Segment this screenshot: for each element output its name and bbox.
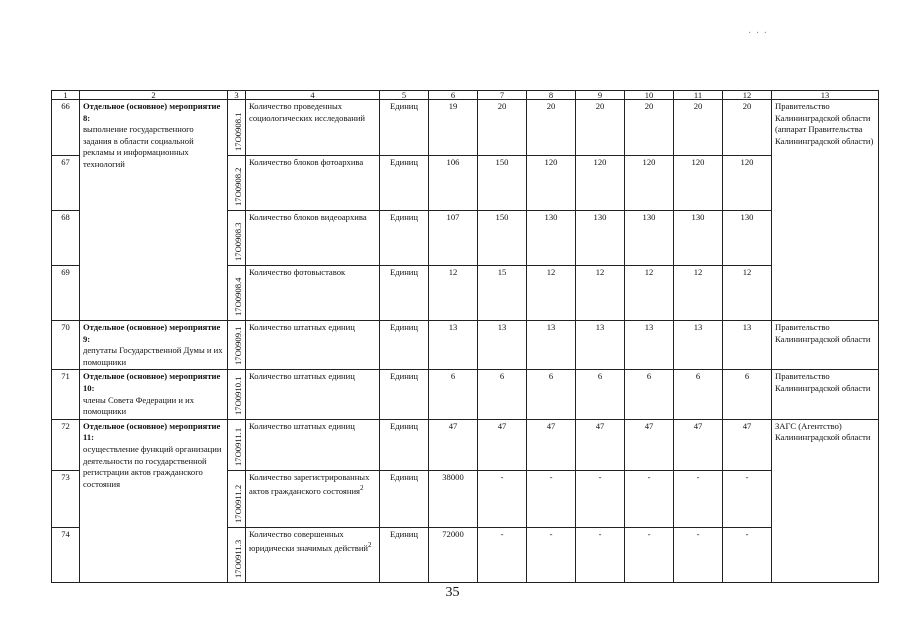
value-cell: 12 [723, 266, 772, 321]
indicator-name: Количество штатных единиц [246, 419, 380, 470]
measure-cell [80, 370, 228, 419]
col-header: 6 [429, 91, 478, 100]
indicator-name: Количество блоков видеоархива [246, 211, 380, 266]
indicator-name: Количество блоков фотоархива [246, 156, 380, 211]
code-cell [228, 156, 246, 211]
value-cell: 150 [478, 211, 527, 266]
measure-cell [80, 100, 228, 321]
col-header: 5 [380, 91, 429, 100]
code-cell [228, 527, 246, 582]
value-cell: - [478, 470, 527, 527]
col-header: 7 [478, 91, 527, 100]
column-number-row [52, 91, 879, 100]
measure-title: Отдельное (основное) мероприятие 10: [83, 371, 221, 393]
code-cell [228, 321, 246, 370]
value-cell: 6 [723, 370, 772, 419]
value-cell: 120 [674, 156, 723, 211]
value-cell: 6 [576, 370, 625, 419]
value-cell: 13 [429, 321, 478, 370]
value-cell: 20 [576, 100, 625, 156]
value-cell: 47 [723, 419, 772, 470]
value-cell: 72000 [429, 527, 478, 582]
value-cell: - [625, 470, 674, 527]
indicator-code: 17О0908.4 [232, 277, 243, 316]
row-number: 69 [52, 266, 80, 321]
code-cell [228, 100, 246, 156]
col-header: 9 [576, 91, 625, 100]
value-cell: 6 [527, 370, 576, 419]
measure-title: Отдельное (основное) мероприятие 8: [83, 101, 221, 123]
responsible-cell: Правительство Калининградской области [772, 321, 879, 370]
responsible-cell: ЗАГС (Агентство) Калининградской области [772, 419, 879, 582]
value-cell: - [576, 527, 625, 582]
value-cell: 13 [576, 321, 625, 370]
indicator-name: Количество совершенных юридически значимых действий [249, 528, 369, 554]
indicator-code: 17О0911.1 [232, 427, 243, 466]
value-cell: 106 [429, 156, 478, 211]
value-cell: 120 [576, 156, 625, 211]
value-cell: 20 [674, 100, 723, 156]
value-cell: 12 [674, 266, 723, 321]
value-cell: 12 [527, 266, 576, 321]
value-cell: 130 [674, 211, 723, 266]
indicator-code: 17О0911.3 [232, 539, 243, 578]
col-header: 10 [625, 91, 674, 100]
value-cell: 20 [723, 100, 772, 156]
code-cell [228, 266, 246, 321]
unit: Единиц [380, 321, 429, 370]
indicator-name: Количество зарегистрированных актов гражданского состояния [249, 471, 370, 497]
value-cell: 120 [527, 156, 576, 211]
measure-description: осуществление функций организации деятельности по государственной регистрации актов гражданского состояния [83, 443, 222, 489]
row-number: 67 [52, 156, 80, 211]
code-cell [228, 211, 246, 266]
value-cell: 38000 [429, 470, 478, 527]
value-cell: - [478, 527, 527, 582]
col-header: 11 [674, 91, 723, 100]
indicator-code: 17О0908.2 [232, 167, 243, 206]
table-row [52, 321, 879, 370]
indicator-name: Количество штатных единиц [246, 321, 380, 370]
measure-title: Отдельное (основное) мероприятие 9: [83, 322, 221, 344]
value-cell: 13 [478, 321, 527, 370]
unit: Единиц [380, 419, 429, 470]
value-cell: 150 [478, 156, 527, 211]
value-cell: 6 [625, 370, 674, 419]
value-cell: 15 [478, 266, 527, 321]
row-number: 66 [52, 100, 80, 156]
value-cell: 47 [674, 419, 723, 470]
indicator-name: Количество проведенных социологических исследований [246, 100, 380, 156]
code-cell [228, 370, 246, 419]
row-number: 73 [52, 470, 80, 527]
col-header: 1 [52, 91, 80, 100]
value-cell: - [576, 470, 625, 527]
unit: Единиц [380, 370, 429, 419]
value-cell: 47 [429, 419, 478, 470]
value-cell: 6 [478, 370, 527, 419]
value-cell: 130 [527, 211, 576, 266]
table-row [52, 370, 879, 419]
indicator-code: 17О0908.1 [232, 112, 243, 151]
code-cell [228, 470, 246, 527]
row-number: 72 [52, 419, 80, 470]
unit: Единиц [380, 100, 429, 156]
responsible-cell: Правительство Калининградской области (аппарат Правительства Калининградской области) [772, 100, 879, 321]
value-cell: 120 [625, 156, 674, 211]
value-cell: 20 [625, 100, 674, 156]
measure-cell [80, 321, 228, 370]
value-cell: 130 [723, 211, 772, 266]
value-cell: 12 [576, 266, 625, 321]
row-number: 74 [52, 527, 80, 582]
value-cell: 19 [429, 100, 478, 156]
unit: Единиц [380, 470, 429, 527]
value-cell: 6 [674, 370, 723, 419]
value-cell: - [625, 527, 674, 582]
value-cell: 13 [625, 321, 674, 370]
col-header: 8 [527, 91, 576, 100]
table-row [52, 100, 879, 156]
value-cell: 120 [723, 156, 772, 211]
unit: Единиц [380, 211, 429, 266]
value-cell: 47 [625, 419, 674, 470]
row-number: 70 [52, 321, 80, 370]
indicator-name: Количество фотовыставок [246, 266, 380, 321]
value-cell: 12 [625, 266, 674, 321]
indicator-code: 17О0911.2 [232, 484, 243, 523]
col-header: 13 [772, 91, 879, 100]
value-cell: 20 [527, 100, 576, 156]
value-cell: 47 [527, 419, 576, 470]
measure-description: члены Совета Федерации и их помощники [83, 394, 194, 417]
measure-description: выполнение государственного задания в области социальной рекламы и информационных технологий [83, 124, 194, 169]
col-header: 2 [80, 91, 228, 100]
unit: Единиц [380, 527, 429, 582]
value-cell: 20 [478, 100, 527, 156]
value-cell: - [723, 527, 772, 582]
footnote-mark: 2 [360, 484, 364, 493]
measure-cell [80, 419, 228, 582]
scan-mark: · · · [748, 28, 768, 39]
indicator-code: 17О0909.1 [232, 326, 243, 366]
indicator-cell [246, 470, 380, 527]
value-cell: 13 [674, 321, 723, 370]
measure-title: Отдельное (основное) мероприятие 11: [83, 420, 221, 443]
value-cell: - [674, 527, 723, 582]
col-header: 3 [228, 91, 246, 100]
value-cell: 6 [429, 370, 478, 419]
unit: Единиц [380, 156, 429, 211]
value-cell: 12 [429, 266, 478, 321]
row-number: 68 [52, 211, 80, 266]
col-header: 12 [723, 91, 772, 100]
measure-description: депутаты Государственной Думы и их помощники [83, 345, 223, 367]
indicator-cell [246, 527, 380, 582]
footnote-mark: 2 [368, 541, 372, 550]
col-header: 4 [246, 91, 380, 100]
table-row [52, 419, 879, 470]
value-cell: 130 [625, 211, 674, 266]
unit: Единиц [380, 266, 429, 321]
value-cell: - [723, 470, 772, 527]
indicator-code: 17О0908.3 [232, 222, 243, 261]
page-number: 35 [445, 585, 460, 600]
value-cell: - [674, 470, 723, 527]
value-cell: 107 [429, 211, 478, 266]
responsible-cell: Правительство Калининградской области [772, 370, 879, 419]
value-cell: 47 [478, 419, 527, 470]
value-cell: 47 [576, 419, 625, 470]
value-cell: - [527, 527, 576, 582]
value-cell: 13 [527, 321, 576, 370]
indicator-code: 17О0910.1 [232, 376, 243, 415]
value-cell: 130 [576, 211, 625, 266]
indicator-name: Количество штатных единиц [246, 370, 380, 419]
value-cell: - [527, 470, 576, 527]
code-cell [228, 419, 246, 470]
value-cell: 13 [723, 321, 772, 370]
row-number: 71 [52, 370, 80, 419]
program-indicators-table [51, 90, 879, 583]
